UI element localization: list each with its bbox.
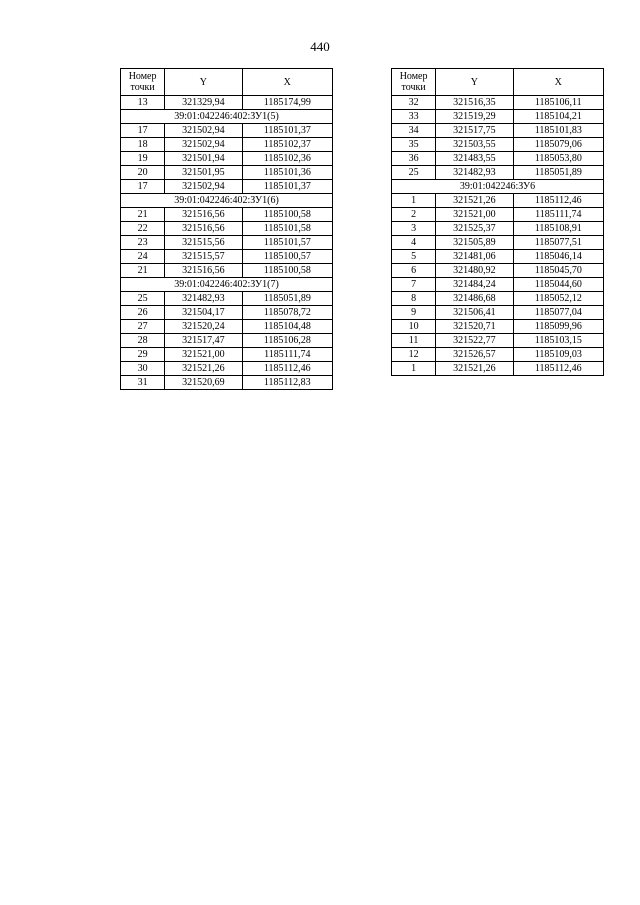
point-number-cell: 2 [392,208,436,222]
table-row [121,334,333,348]
header-x: X [513,69,603,96]
table-row [121,208,333,222]
coordinates-table-right [391,68,604,376]
point-number-cell: 36 [392,152,436,166]
x-cell: 1185044,60 [513,278,603,292]
x-cell: 1185104,21 [513,110,603,124]
point-number-cell: 22 [121,222,165,236]
point-number-cell: 34 [392,124,436,138]
y-cell: 321517,75 [436,124,513,138]
y-cell: 321482,93 [165,292,242,306]
x-cell: 1185111,74 [513,208,603,222]
point-number-cell: 10 [392,320,436,334]
table-row [392,236,604,250]
point-number-cell: 26 [121,306,165,320]
y-cell: 321521,00 [165,348,242,362]
x-cell: 1185174,99 [242,96,332,110]
x-cell: 1185112,46 [513,194,603,208]
point-number-cell: 6 [392,264,436,278]
y-cell: 321484,24 [436,278,513,292]
y-cell: 321329,94 [165,96,242,110]
x-cell: 1185100,58 [242,264,332,278]
section-row [121,278,333,292]
x-cell: 1185051,89 [242,292,332,306]
point-number-cell: 30 [121,362,165,376]
x-cell: 1185101,57 [242,236,332,250]
point-number-cell: 25 [392,166,436,180]
point-number-cell: 4 [392,236,436,250]
x-cell: 1185100,57 [242,250,332,264]
y-cell: 321503,55 [436,138,513,152]
x-cell: 1185100,58 [242,208,332,222]
point-number-cell: 32 [392,96,436,110]
point-number-cell: 29 [121,348,165,362]
y-cell: 321520,69 [165,376,242,390]
table-row [121,138,333,152]
point-number-cell: 11 [392,334,436,348]
table-row [392,320,604,334]
header-point-number: Номер точки [121,69,165,96]
point-number-cell: 28 [121,334,165,348]
point-number-cell: 13 [121,96,165,110]
point-number-cell: 9 [392,306,436,320]
page-number: 440 [310,39,330,54]
table-row [121,166,333,180]
table-header-row [121,69,333,96]
point-number-cell: 27 [121,320,165,334]
table-row [121,250,333,264]
y-cell: 321517,47 [165,334,242,348]
header-y: Y [436,69,513,96]
y-cell: 321525,37 [436,222,513,236]
coordinates-table-left [120,68,333,390]
y-cell: 321504,17 [165,306,242,320]
x-cell: 1185078,72 [242,306,332,320]
table-row [392,124,604,138]
y-cell: 321520,24 [165,320,242,334]
point-number-cell: 12 [392,348,436,362]
x-cell: 1185112,46 [513,362,603,376]
x-cell: 1185077,04 [513,306,603,320]
header-y: Y [165,69,242,96]
x-cell: 1185046,14 [513,250,603,264]
x-cell: 1185111,74 [242,348,332,362]
x-cell: 1185101,36 [242,166,332,180]
x-cell: 1185112,46 [242,362,332,376]
y-cell: 321481,06 [436,250,513,264]
table-row [392,278,604,292]
y-cell: 321521,26 [436,362,513,376]
y-cell: 321482,93 [436,166,513,180]
point-number-cell: 25 [121,292,165,306]
y-cell: 321501,94 [165,152,242,166]
header-point-number: Номер точки [392,69,436,96]
y-cell: 321520,71 [436,320,513,334]
x-cell: 1185099,96 [513,320,603,334]
section-title: 39:01:042246:402:ЗУ1(6) [121,194,333,208]
table-row [121,320,333,334]
table-row [121,180,333,194]
table-row [392,334,604,348]
y-cell: 321516,56 [165,222,242,236]
point-number-cell: 1 [392,362,436,376]
y-cell: 321505,89 [436,236,513,250]
x-cell: 1185053,80 [513,152,603,166]
table-row [121,348,333,362]
x-cell: 1185045,70 [513,264,603,278]
table-row [392,292,604,306]
x-cell: 1185079,06 [513,138,603,152]
x-cell: 1185077,51 [513,236,603,250]
table-row [392,222,604,236]
point-number-cell: 33 [392,110,436,124]
y-cell: 321501,95 [165,166,242,180]
table-row [121,376,333,390]
table-row [121,292,333,306]
point-number-cell: 17 [121,180,165,194]
table-row [392,138,604,152]
point-number-cell: 24 [121,250,165,264]
table-row [392,110,604,124]
x-cell: 1185101,37 [242,124,332,138]
x-cell: 1185102,37 [242,138,332,152]
y-cell: 321516,35 [436,96,513,110]
section-row [392,180,604,194]
table-row [121,306,333,320]
section-title: 39:01:042246:402:ЗУ1(7) [121,278,333,292]
point-number-cell: 1 [392,194,436,208]
x-cell: 1185052,12 [513,292,603,306]
y-cell: 321486,68 [436,292,513,306]
y-cell: 321480,92 [436,264,513,278]
table-row [392,152,604,166]
y-cell: 321516,56 [165,208,242,222]
point-number-cell: 21 [121,208,165,222]
y-cell: 321506,41 [436,306,513,320]
y-cell: 321516,56 [165,264,242,278]
y-cell: 321515,56 [165,236,242,250]
x-cell: 1185103,15 [513,334,603,348]
x-cell: 1185108,91 [513,222,603,236]
point-number-cell: 18 [121,138,165,152]
table-row [392,194,604,208]
table-row [121,96,333,110]
table-row [392,166,604,180]
y-cell: 321521,26 [165,362,242,376]
header-x: X [242,69,332,96]
x-cell: 1185106,28 [242,334,332,348]
x-cell: 1185112,83 [242,376,332,390]
point-number-cell: 8 [392,292,436,306]
table-row [392,264,604,278]
y-cell: 321526,57 [436,348,513,362]
x-cell: 1185051,89 [513,166,603,180]
table-row [392,348,604,362]
x-cell: 1185106,11 [513,96,603,110]
y-cell: 321515,57 [165,250,242,264]
point-number-cell: 31 [121,376,165,390]
y-cell: 321521,26 [436,194,513,208]
table-row [121,236,333,250]
y-cell: 321502,94 [165,124,242,138]
table-row [121,264,333,278]
point-number-cell: 23 [121,236,165,250]
section-title: 39:01:042246:ЗУ6 [392,180,604,194]
table-row [392,250,604,264]
table-row [392,306,604,320]
table-row [121,124,333,138]
y-cell: 321502,94 [165,180,242,194]
x-cell: 1185104,48 [242,320,332,334]
point-number-cell: 3 [392,222,436,236]
table-row [392,96,604,110]
point-number-cell: 7 [392,278,436,292]
section-row [121,194,333,208]
y-cell: 321522,77 [436,334,513,348]
y-cell: 321502,94 [165,138,242,152]
x-cell: 1185109,03 [513,348,603,362]
table-row [121,362,333,376]
point-number-cell: 5 [392,250,436,264]
table-row [392,208,604,222]
x-cell: 1185101,83 [513,124,603,138]
table-row [121,222,333,236]
table-row [121,152,333,166]
y-cell: 321519,29 [436,110,513,124]
x-cell: 1185101,58 [242,222,332,236]
point-number-cell: 20 [121,166,165,180]
point-number-cell: 21 [121,264,165,278]
table-row [392,362,604,376]
x-cell: 1185102,36 [242,152,332,166]
section-title: 39:01:042246:402:ЗУ1(5) [121,110,333,124]
point-number-cell: 19 [121,152,165,166]
point-number-cell: 17 [121,124,165,138]
table-header-row [392,69,604,96]
section-row [121,110,333,124]
point-number-cell: 35 [392,138,436,152]
x-cell: 1185101,37 [242,180,332,194]
y-cell: 321483,55 [436,152,513,166]
y-cell: 321521,00 [436,208,513,222]
